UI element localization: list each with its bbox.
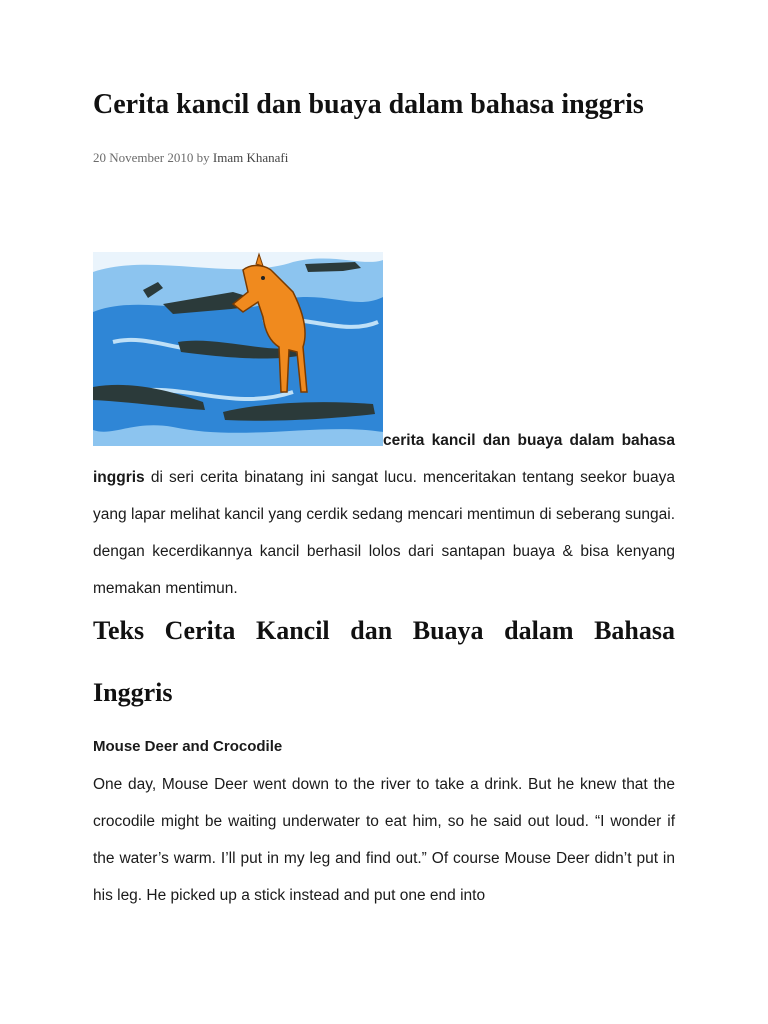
article-meta xyxy=(93,150,675,170)
article xyxy=(93,0,675,904)
intro-keyword: cerita kancil dan buaya dalam bahasa inggris xyxy=(93,432,675,486)
post-date[interactable]: 20 November 2010 xyxy=(93,150,194,165)
intro-paragraph xyxy=(93,422,675,607)
story-paragraph: One day, Mouse Deer went down to the river to take a drink. But he knew that the crocodile might be waiting underwater to eat him, so he said out loud. “I wonder if the water’s warm. I’ll put in my leg and find out.” Of course Mouse Deer didn’t put in his leg. He picked up a stick instead and put one end into xyxy=(93,776,675,904)
story-title: Mouse Deer and Crocodile xyxy=(93,738,283,755)
article-title: Cerita kancil dan buaya dalam bahasa inggris xyxy=(93,89,644,120)
author-link[interactable]: Imam Khanafi xyxy=(212,150,289,165)
kancil-buaya-illustration xyxy=(93,252,383,446)
section-title: Teks Cerita Kancil dan Buaya dalam Bahasa Inggris xyxy=(93,616,675,707)
intro-text: di seri cerita binatang ini sangat lucu. menceritakan tentang seekor buaya yang lapar melihat kancil yang cerdik sedang mencari mentimun di seberang sungai. dengan kecerdikannya kancil berhasil lolos dari santapan buaya & bisa kenyang memakan mentimun. xyxy=(93,469,675,597)
by-label: by xyxy=(196,150,210,165)
